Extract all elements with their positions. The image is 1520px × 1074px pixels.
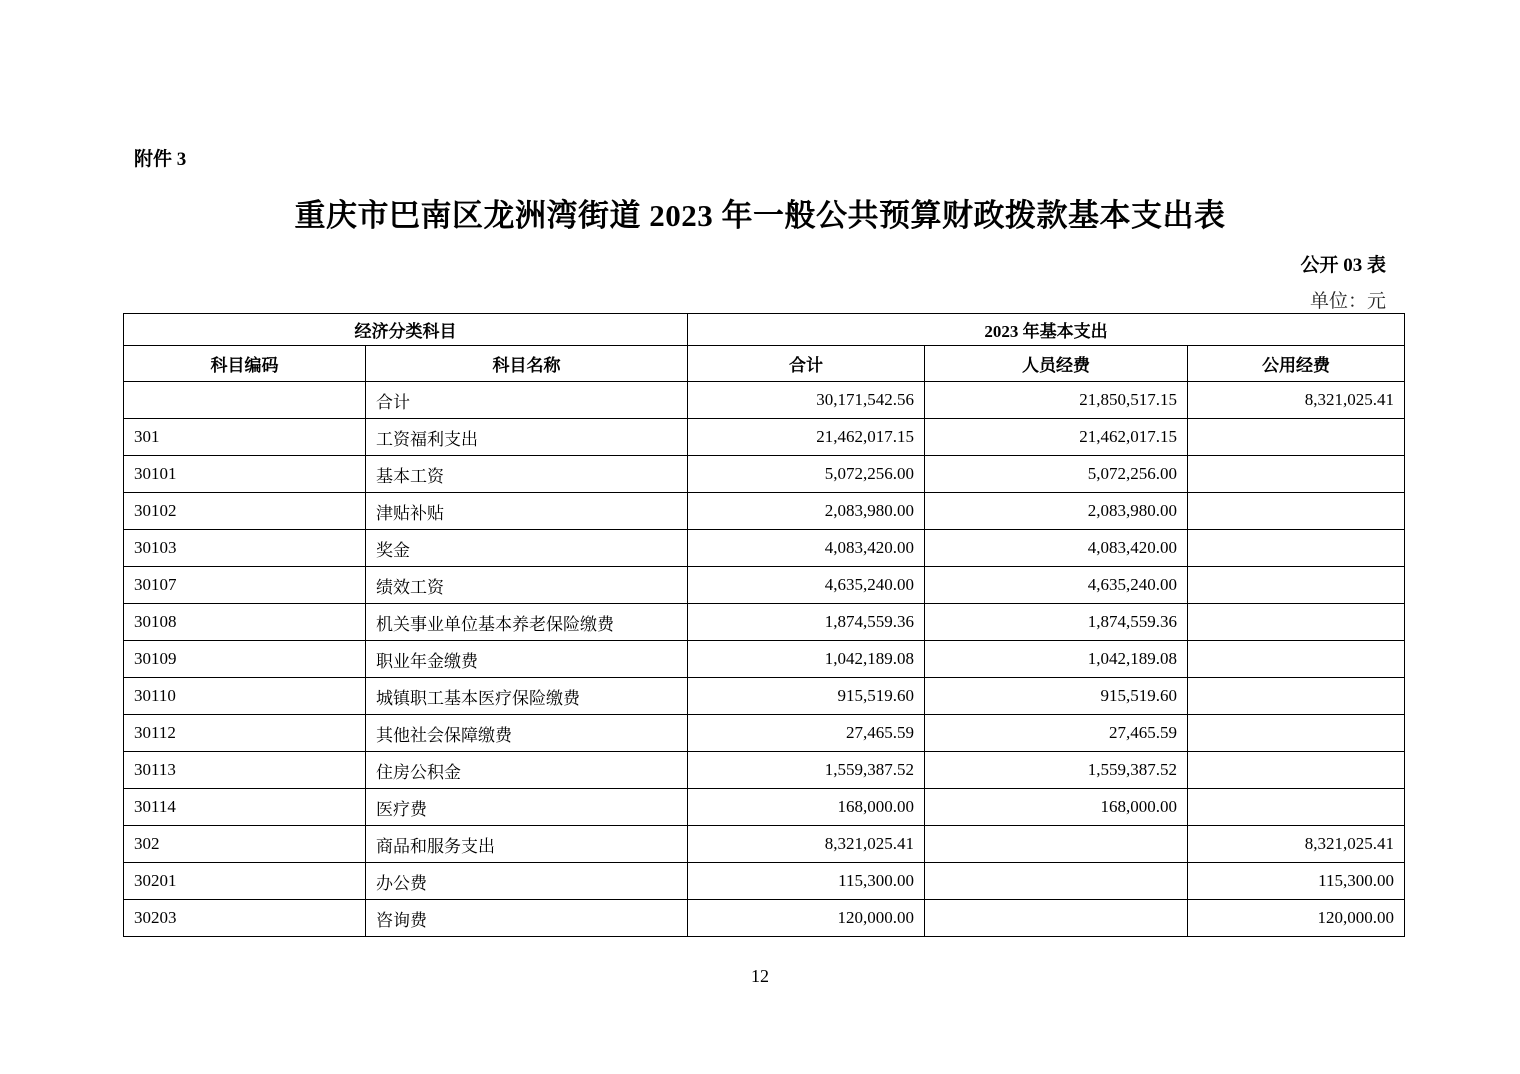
cell-public [1188, 641, 1405, 678]
cell-code [124, 382, 366, 419]
cell-total: 4,635,240.00 [688, 567, 925, 604]
cell-code: 302 [124, 826, 366, 863]
cell-name: 其他社会保障缴费 [366, 715, 688, 752]
cell-name: 咨询费 [366, 900, 688, 937]
cell-personnel: 5,072,256.00 [925, 456, 1188, 493]
cell-code: 30114 [124, 789, 366, 826]
cell-personnel [925, 863, 1188, 900]
cell-public [1188, 567, 1405, 604]
table-row [124, 604, 1405, 641]
cell-public: 8,321,025.41 [1188, 826, 1405, 863]
cell-code: 30102 [124, 493, 366, 530]
cell-total: 1,042,189.08 [688, 641, 925, 678]
cell-code: 30113 [124, 752, 366, 789]
cell-name: 合计 [366, 382, 688, 419]
cell-public [1188, 752, 1405, 789]
cell-personnel: 4,083,420.00 [925, 530, 1188, 567]
cell-name: 医疗费 [366, 789, 688, 826]
cell-total: 21,462,017.15 [688, 419, 925, 456]
cell-code: 30110 [124, 678, 366, 715]
cell-total: 2,083,980.00 [688, 493, 925, 530]
cell-name: 津贴补贴 [366, 493, 688, 530]
cell-public: 8,321,025.41 [1188, 382, 1405, 419]
budget-table [123, 313, 1405, 937]
cell-name: 住房公积金 [366, 752, 688, 789]
cell-total: 5,072,256.00 [688, 456, 925, 493]
column-header-name: 科目名称 [366, 346, 688, 382]
column-header-public: 公用经费 [1188, 346, 1405, 382]
cell-public [1188, 493, 1405, 530]
cell-total: 30,171,542.56 [688, 382, 925, 419]
cell-personnel: 915,519.60 [925, 678, 1188, 715]
cell-total: 1,559,387.52 [688, 752, 925, 789]
cell-name: 工资福利支出 [366, 419, 688, 456]
cell-name: 机关事业单位基本养老保险缴费 [366, 604, 688, 641]
table-row-total [124, 382, 1405, 419]
cell-name: 商品和服务支出 [366, 826, 688, 863]
cell-code: 30203 [124, 900, 366, 937]
cell-personnel: 21,850,517.15 [925, 382, 1188, 419]
cell-personnel: 1,559,387.52 [925, 752, 1188, 789]
header-group-economic-classification: 经济分类科目 [124, 314, 688, 346]
table-row [124, 900, 1405, 937]
cell-personnel: 2,083,980.00 [925, 493, 1188, 530]
cell-public [1188, 789, 1405, 826]
cell-total: 115,300.00 [688, 863, 925, 900]
table-code: 公开 03 表 [1300, 255, 1386, 276]
cell-public [1188, 530, 1405, 567]
page-title: 重庆市巴南区龙洲湾街道 2023 年一般公共预算财政拨款基本支出表 [294, 198, 1226, 233]
column-header-personnel: 人员经费 [925, 346, 1188, 382]
header-group-basic-expenditure: 2023 年基本支出 [688, 314, 1405, 346]
table-row [124, 789, 1405, 826]
column-header-code: 科目编码 [124, 346, 366, 382]
cell-name: 职业年金缴费 [366, 641, 688, 678]
cell-personnel [925, 826, 1188, 863]
cell-total: 1,874,559.36 [688, 604, 925, 641]
table-row [124, 530, 1405, 567]
cell-name: 奖金 [366, 530, 688, 567]
table-row [124, 715, 1405, 752]
page-number: 12 [751, 966, 769, 986]
cell-code: 30109 [124, 641, 366, 678]
cell-public: 115,300.00 [1188, 863, 1405, 900]
cell-personnel: 1,874,559.36 [925, 604, 1188, 641]
cell-total: 120,000.00 [688, 900, 925, 937]
cell-public [1188, 456, 1405, 493]
cell-total: 168,000.00 [688, 789, 925, 826]
cell-personnel [925, 900, 1188, 937]
cell-name: 绩效工资 [366, 567, 688, 604]
cell-code: 30103 [124, 530, 366, 567]
cell-personnel: 4,635,240.00 [925, 567, 1188, 604]
table-row [124, 826, 1405, 863]
cell-public: 120,000.00 [1188, 900, 1405, 937]
table-row [124, 419, 1405, 456]
unit-label: 单位：元 [1309, 291, 1386, 312]
cell-personnel: 1,042,189.08 [925, 641, 1188, 678]
cell-public [1188, 604, 1405, 641]
table-row [124, 456, 1405, 493]
table-row [124, 752, 1405, 789]
table-row [124, 567, 1405, 604]
cell-code: 30112 [124, 715, 366, 752]
cell-total: 8,321,025.41 [688, 826, 925, 863]
cell-public [1188, 678, 1405, 715]
table-row [124, 678, 1405, 715]
table-row [124, 863, 1405, 900]
cell-public [1188, 419, 1405, 456]
cell-code: 30107 [124, 567, 366, 604]
cell-personnel: 21,462,017.15 [925, 419, 1188, 456]
cell-total: 915,519.60 [688, 678, 925, 715]
attachment-label: 附件 3 [134, 149, 187, 170]
column-header-total: 合计 [688, 346, 925, 382]
cell-name: 办公费 [366, 863, 688, 900]
cell-code: 30108 [124, 604, 366, 641]
cell-code: 30201 [124, 863, 366, 900]
cell-personnel: 27,465.59 [925, 715, 1188, 752]
cell-total: 4,083,420.00 [688, 530, 925, 567]
table-row [124, 641, 1405, 678]
cell-total: 27,465.59 [688, 715, 925, 752]
cell-personnel: 168,000.00 [925, 789, 1188, 826]
cell-public [1188, 715, 1405, 752]
cell-code: 30101 [124, 456, 366, 493]
cell-name: 城镇职工基本医疗保险缴费 [366, 678, 688, 715]
cell-code: 301 [124, 419, 366, 456]
table-row [124, 493, 1405, 530]
cell-name: 基本工资 [366, 456, 688, 493]
